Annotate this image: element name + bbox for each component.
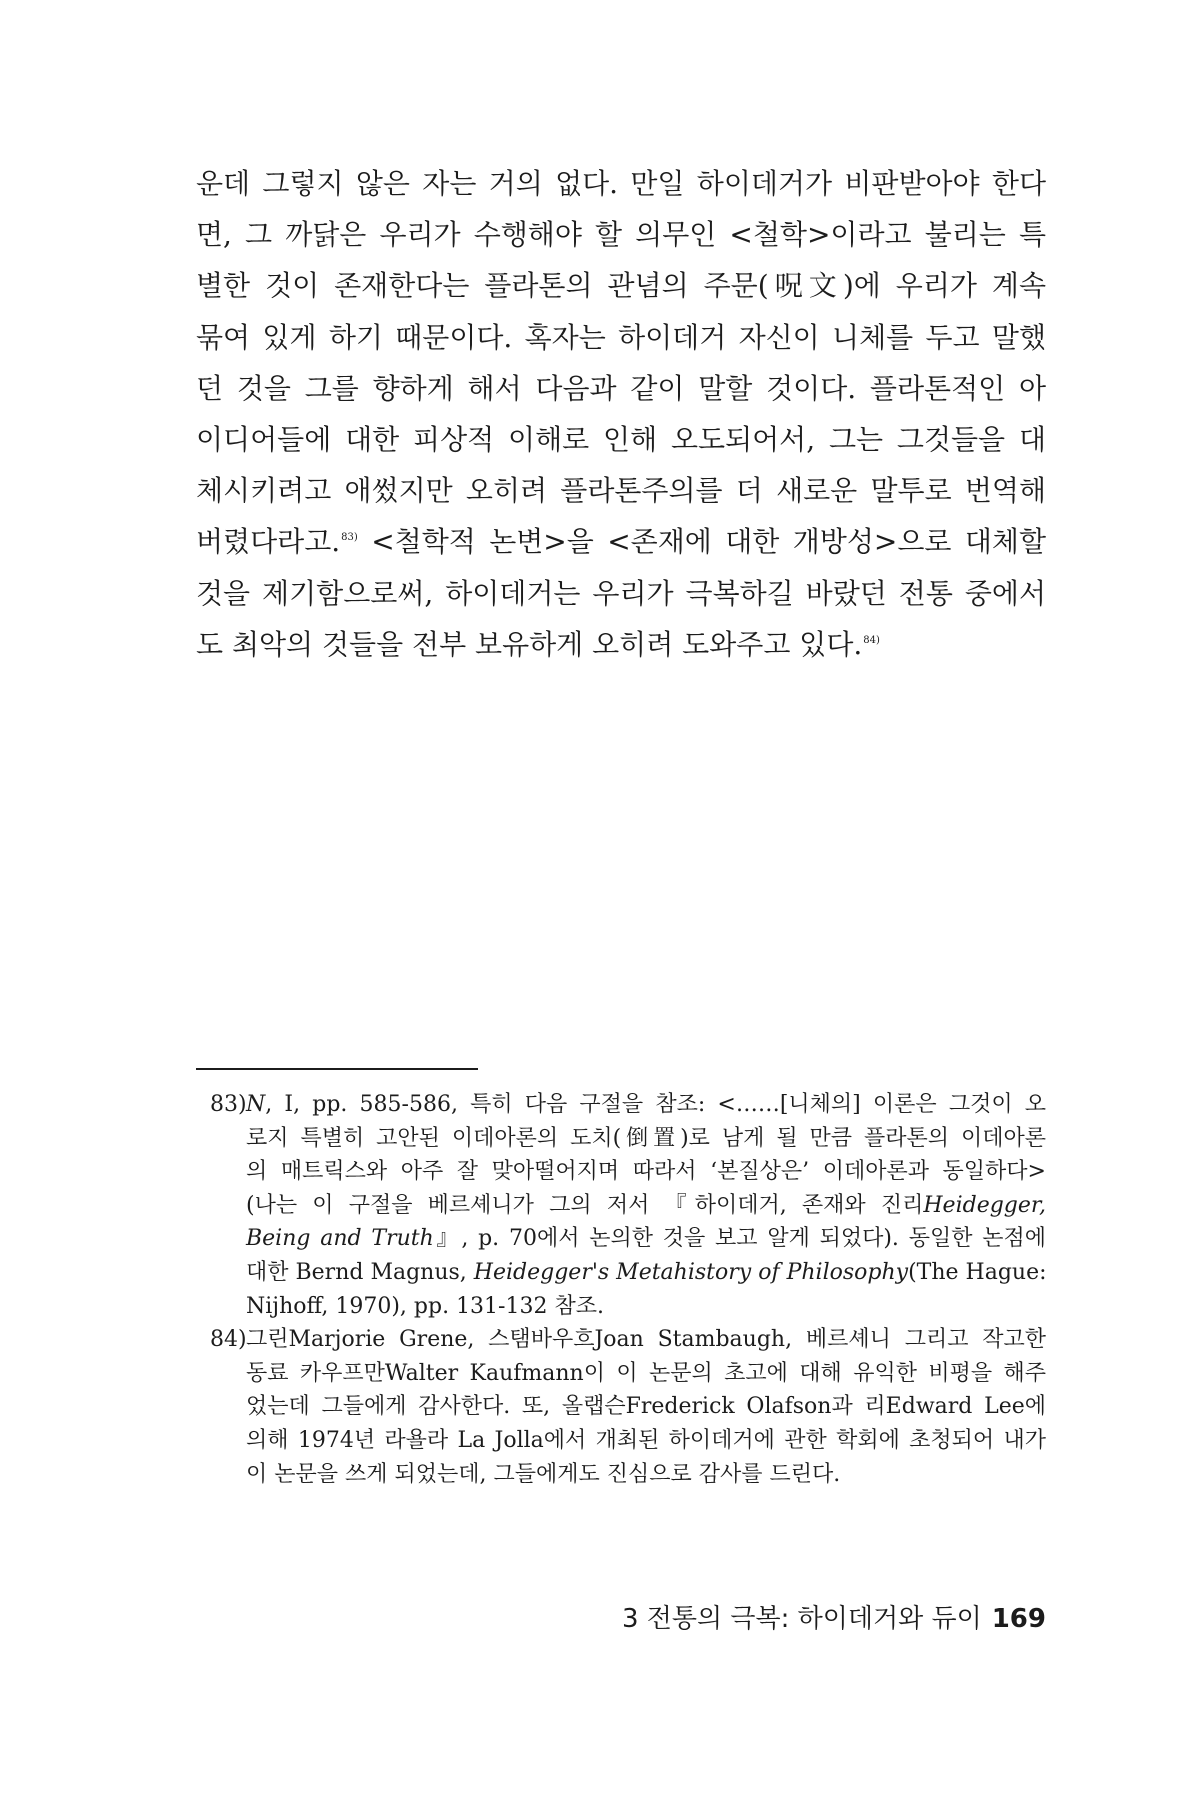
footnote-italic: Heidegger's Metahistory of Philosophy: [473, 1259, 909, 1285]
running-footer: [560, 1598, 1046, 1635]
footnote-84-line: 이 논문을 쓰게 되었는데, 그들에게도 진심으로 감사를 드린다.: [246, 1461, 841, 1487]
running-title: 3 전통의 극복: 하이데거와 듀이: [621, 1604, 982, 1634]
footnote-83-line: [210, 1088, 1046, 1122]
footnote-text: 』, p. 70에서 논의한 것을 보고 알게 되었다). 동일한 논점에: [433, 1226, 1046, 1252]
footnote-italic: Being and Truth: [246, 1226, 434, 1252]
body-line: [196, 516, 1046, 567]
body-line: 체시키려고 애썼지만 오히려 플라톤주의를 더 새로운 말투로 번역해: [196, 474, 1046, 508]
footnote-84-line: 의해 1974년 라욜라 La Jolla에서 개최된 하이데거에 관한 학회에 초청되어 내가: [246, 1427, 1046, 1453]
body-line-lead: 버렸다라고.: [196, 525, 341, 559]
body-line-rest: <철학적 논변>을 <존재에 대한 개방성>으로 대체할: [371, 525, 1046, 559]
body-line: 면, 그 까닭은 우리가 수행해야 할 의무인 <철학>이라고 불리는 특: [196, 218, 1046, 252]
body-line: 운데 그렇지 않은 자는 거의 없다. 만일 하이데거가 비판받아야 한다: [196, 167, 1046, 200]
footnote-84-line: [210, 1323, 1046, 1357]
footnote-83-line: Nijhoff, 1970), pp. 131-132 참조.: [246, 1293, 604, 1319]
footnote-number: 84): [210, 1327, 247, 1353]
footnote-83-line: [210, 1256, 1046, 1290]
footnote-text: (나는 이 구절을 베르셰니가 그의 저서 『하이데거, 존재와 진리: [246, 1192, 924, 1218]
footnote-text: 그린Marjorie Grene, 스탬바우흐Joan Stambaugh, 베르셰니 그리고 작고한: [246, 1327, 1046, 1353]
footnote-ref-83[interactable]: 83): [341, 532, 358, 544]
body-line: 이디어들에 대한 피상적 이해로 인해 오도되어서, 그는 그것들을 대: [196, 422, 1046, 456]
body-line: 것을 제기함으로써, 하이데거는 우리가 극복하길 바랐던 전통 중에서: [196, 576, 1046, 610]
footnote-text: (The Hague:: [908, 1259, 1047, 1285]
body-line-text: 도 최악의 것들을 전부 보유하게 오히려 도와주고 있다.: [196, 627, 863, 661]
body-line: [196, 619, 1046, 670]
footnote-84-line: 동료 카우프만Walter Kaufmann이 이 논문의 초고에 대해 유익한 비평을 해주: [246, 1360, 1046, 1386]
body-line: 묶여 있게 하기 때문이다. 혹자는 하이데거 자신이 니체를 두고 말했: [196, 320, 1046, 354]
footnote-ref-84[interactable]: 84): [863, 634, 880, 646]
body-line: 별한 것이 존재한다는 플라톤의 관념의 주문(呪文)에 우리가 계속: [196, 269, 1046, 303]
body-line: 던 것을 그를 향하게 해서 다음과 같이 말할 것이다. 플라톤적인 아: [196, 371, 1046, 405]
footnote-84-line: 었는데 그들에게 감사한다. 또, 올랩슨Frederick Olafson과 리Edward Lee에: [246, 1394, 1046, 1420]
body-text: [196, 158, 1046, 670]
footnote-number: 83): [210, 1092, 247, 1117]
footnote-italic: N: [246, 1092, 266, 1117]
footnote-text: 대한 Bernd Magnus,: [246, 1259, 474, 1285]
footnote-83-line: [210, 1222, 1046, 1256]
footnote-83-line: 로지 특별히 고안된 이데아론의 도치(倒置)로 남게 될 만큼 플라톤의 이데아론: [246, 1125, 1046, 1151]
footnote-italic: Heidegger,: [923, 1192, 1046, 1218]
footnote-83-line: [210, 1189, 1046, 1223]
footnotes: [210, 1088, 1046, 1491]
footnote-83-line: 의 매트릭스와 아주 잘 맞아떨어지며 따라서 ‘본질상은’ 이데아론과 동일하다>: [246, 1159, 1046, 1185]
footnote-separator: [196, 1068, 478, 1070]
page-number: 169: [991, 1604, 1046, 1634]
footnote-text: , I, pp. 585-586, 특히 다음 구절을 참조: <……[니체의] 이론은 그것이 오: [265, 1092, 1046, 1117]
